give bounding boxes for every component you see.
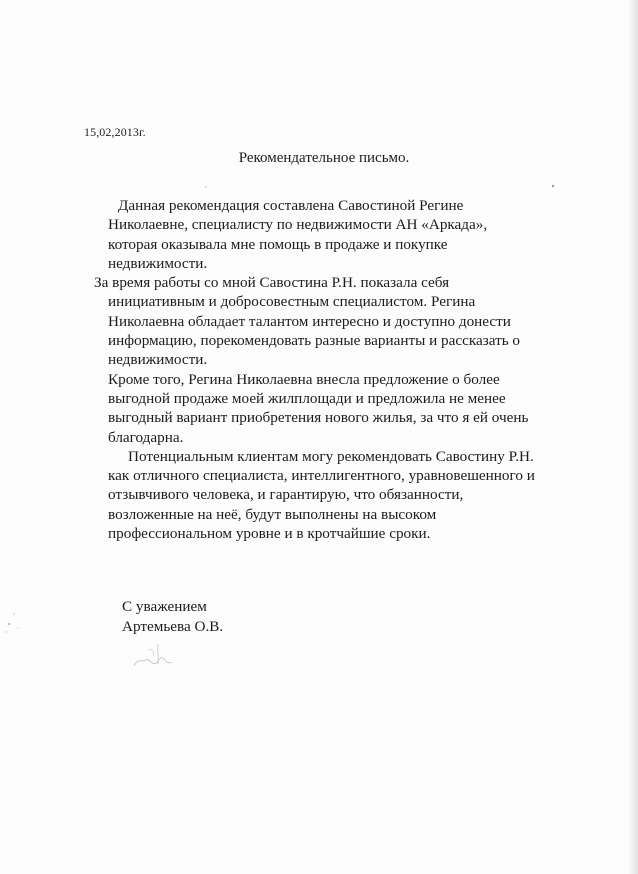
- paragraph-conclusion: Потенциальным клиентам могу рекомендовать Савостину Р.Н. как отличного специалиста, интеллигентного, уравновешенного и отзывчивого человека, и гарантирую, что обязанности, возложенные на неё, будут выполнены на высоком профессиональном уровне и в кротчайшие сроки.: [108, 447, 535, 543]
- paragraph-work-experience: [94, 273, 538, 369]
- signature-block: [122, 597, 223, 637]
- letter-title: Рекомендательное письмо.: [238, 150, 410, 166]
- paragraph-work-experience-text: За время работы со мной Савостина Р.Н. показала себя инициативным и добросовестным специалистом. Регина Николаевна обладает талантом интересно и доступно донести информацию, порекомендовать разные варианты и рассказать о недвижимости.: [94, 274, 521, 369]
- paragraph-recommendation: Данная рекомендация составлена Савостиной Регине Николаевне, специалисту по недвижимости АН «Аркада», которая оказывала мне помощь в продаже и покупке недвижимости.: [108, 197, 488, 272]
- letter-date: 15,02,2013г.: [84, 125, 146, 139]
- paragraph-additional: Кроме того, Регина Николаевна внесла предложение о более выгодной продаже моей жилплощади и предложила не менее выгодный вариант приобретения нового жилья, за что я ей очень благодарна.: [108, 370, 529, 446]
- closing-phrase: С уважением: [122, 598, 207, 615]
- signer-name: Артемьева О.В.: [122, 618, 224, 635]
- handwritten-signature: [128, 636, 188, 672]
- page-edge-shadow: [628, 0, 638, 874]
- letter-body: [94, 196, 538, 543]
